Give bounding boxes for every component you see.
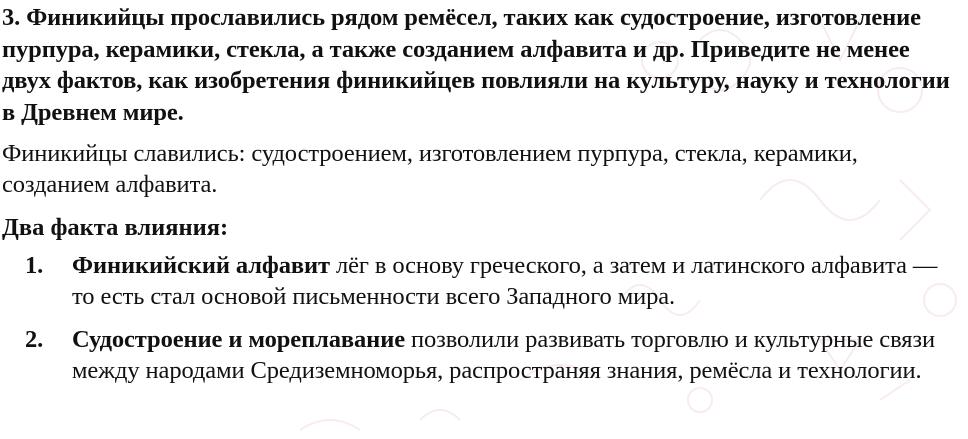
facts-list bbox=[2, 250, 962, 386]
fact-text: позволили развивать торговлю и культурные связи между народами Средиземноморья, распространяя знания, ремёсла и технологии. bbox=[72, 326, 935, 384]
document-page bbox=[2, 0, 962, 398]
answer-text: Финикийцы славились: судостроением, изготовлением пурпура, стекла, керамики, созданием алфавита. bbox=[2, 140, 858, 198]
fact-item-2 bbox=[2, 324, 962, 386]
fact-lead: Судостроение и мореплавание bbox=[72, 326, 405, 353]
fact-item-1 bbox=[2, 250, 962, 312]
fact-text: лёг в основу греческого, а затем и латинского алфавита — то есть стал основой письменности всего Западного мира. bbox=[72, 252, 938, 310]
facts-heading: Два факта влияния: bbox=[2, 214, 229, 241]
question-text: 3. Финикийцы прославились рядом ремёсел, таких как судостроение, изготовление пурпура, керамики, стекла, а также созданием алфавита и др. Приведите не менее двух фактов, как изобретения финикийцев повлияли на культуру, науку и технологии в Древнем мире. bbox=[2, 4, 950, 126]
fact-number: 1. bbox=[25, 252, 44, 279]
fact-lead: Финикийский алфавит bbox=[72, 252, 330, 279]
fact-number: 2. bbox=[25, 326, 44, 353]
